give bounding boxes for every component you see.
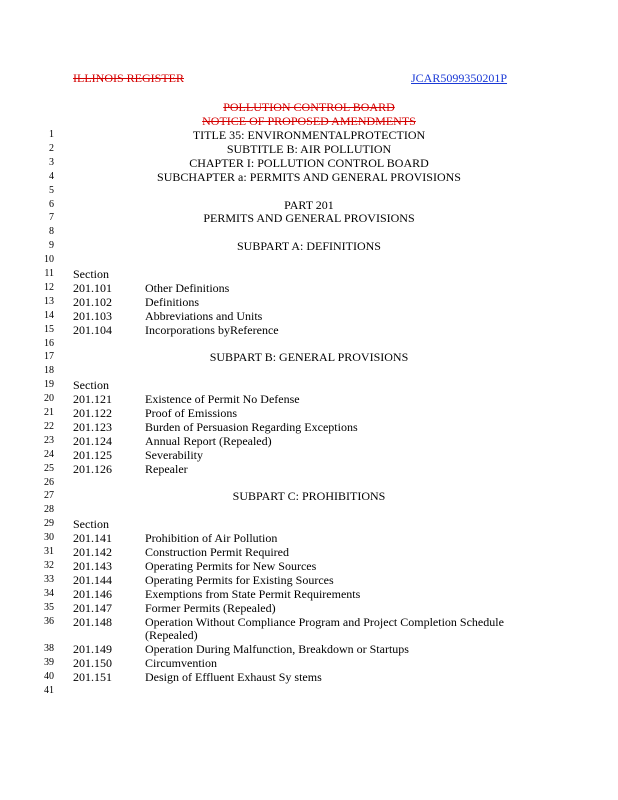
heading-text: SUBPART C: PROHIBITIONS [232, 489, 386, 504]
line-number: 27 [44, 490, 54, 502]
section-title: Construction Permit Required [145, 545, 289, 559]
document-line [0, 350, 618, 364]
line-number: 9 [49, 240, 54, 252]
line-number: 7 [49, 212, 54, 224]
line-number: 21 [44, 407, 54, 418]
section-title: Severability [145, 447, 203, 462]
line-number: 17 [44, 351, 54, 363]
line-number: 2 [49, 142, 54, 154]
section-title: Abbreviations and Units [145, 308, 263, 323]
line-number: 26 [44, 476, 54, 488]
section-number: 201.150 [73, 656, 112, 671]
section-title: Existence of Permit No Defense [145, 392, 300, 407]
section-number: 201.101 [73, 280, 112, 295]
line-number: 16 [44, 337, 54, 349]
line-number: 19 [44, 379, 54, 391]
line-number: 40 [44, 671, 54, 683]
document-line [0, 184, 618, 198]
section-number: 201.126 [73, 461, 112, 476]
line-number: 18 [44, 365, 54, 377]
heading-text: SUBPART A: DEFINITIONS [237, 239, 381, 254]
heading-text: TITLE 35: ENVIRONMENTALPROTECTION [192, 128, 426, 142]
document-line [0, 198, 618, 212]
section-number: 201.144 [73, 572, 112, 587]
line-number: 10 [44, 254, 54, 266]
document-line [0, 587, 618, 601]
line-number: 12 [44, 281, 54, 293]
line-number: 38 [44, 643, 54, 655]
document-line [0, 670, 618, 684]
document-line [0, 142, 618, 156]
line-number: 34 [44, 587, 54, 599]
section-title: Operating Permits for Existing Sources [145, 572, 334, 587]
line-number: 13 [44, 295, 54, 307]
section-title: Annual Report (Repealed) [145, 433, 272, 448]
document-line [0, 364, 618, 378]
document-line [0, 420, 618, 434]
section-number: 201.141 [73, 531, 112, 546]
document-id-link[interactable]: JCAR5099350201P [411, 71, 508, 85]
line-number: 29 [44, 518, 54, 530]
heading-text: CHAPTER I: POLLUTION CONTROL BOARD [189, 155, 429, 170]
document-line [0, 392, 618, 406]
document-line [0, 128, 618, 142]
line-number: 32 [44, 559, 54, 571]
section-number: 201.143 [73, 558, 112, 573]
document-line [0, 656, 618, 670]
section-title: Burden of Persuasion Regarding Exceptions [145, 419, 358, 434]
section-number: 201.142 [73, 545, 112, 559]
heading-text: PART 201 [284, 197, 334, 212]
line-number: 5 [49, 184, 54, 196]
section-title: Operation Without Compliance Program and Project Completion Schedule [145, 614, 504, 629]
section-title: Prohibition of Air Pollution [145, 531, 278, 546]
document-line [0, 281, 618, 295]
line-number: 15 [44, 323, 54, 335]
document-line [0, 545, 618, 559]
section-title: Former Permits (Repealed) [145, 600, 276, 615]
line-number: 8 [49, 226, 54, 238]
line-number: 4 [49, 170, 54, 182]
document-line [0, 267, 618, 281]
line-number: 33 [44, 573, 54, 585]
section-title: Exemptions from State Permit Requirements [145, 586, 361, 601]
line-number: 41 [44, 685, 54, 696]
document-line [0, 378, 618, 392]
line-number: 39 [44, 657, 54, 669]
document-line [0, 448, 618, 462]
document-line [0, 295, 618, 309]
section-number: 201.147 [73, 600, 112, 615]
line-number: 11 [44, 268, 54, 279]
document-line [0, 406, 618, 420]
section-number: Section [73, 517, 109, 532]
document-line [0, 642, 618, 656]
section-number: 201.103 [73, 308, 112, 323]
document-line [0, 531, 618, 545]
section-title: Repealer [145, 461, 188, 476]
line-number: 20 [44, 393, 54, 405]
document-line [0, 211, 618, 225]
document-line [0, 156, 618, 170]
document-line [0, 573, 618, 587]
heading-text: SUBPART B: GENERAL PROVISIONS [209, 350, 409, 365]
line-number: 1 [49, 129, 54, 140]
document-line [0, 476, 618, 490]
section-number: 201.121 [73, 392, 112, 407]
section-title: Operating Permits for New Sources [145, 558, 317, 573]
line-number: 31 [44, 546, 54, 557]
line-number: 3 [49, 156, 54, 168]
document-line [0, 517, 618, 531]
section-title: Other Definitions [145, 280, 230, 295]
document-line [0, 684, 618, 698]
document-line [0, 434, 618, 448]
line-number: 35 [44, 601, 54, 613]
line-number: 24 [44, 448, 54, 460]
line-number: 30 [44, 532, 54, 544]
register-header: ILLINOIS REGISTER [73, 71, 184, 85]
line-number: 22 [44, 420, 54, 432]
section-number: Section [73, 378, 109, 393]
section-title: Design of Effluent Exhaust Sy stems [145, 670, 322, 685]
section-title: Operation During Malfunction, Breakdown or Startups [145, 642, 409, 657]
section-number: Section [73, 267, 109, 281]
section-number: 201.122 [73, 406, 112, 420]
line-number: 14 [44, 309, 54, 321]
heading-text: SUBCHAPTER a: PERMITS AND GENERAL PROVISIONS [157, 169, 461, 184]
document-line [0, 628, 618, 642]
section-number: 201.102 [73, 294, 112, 309]
document-line [0, 503, 618, 517]
section-number: 201.148 [73, 614, 112, 629]
section-title: Definitions [145, 294, 199, 309]
document-line [0, 601, 618, 615]
document-line [0, 615, 618, 629]
document-line [0, 337, 618, 351]
document-line [0, 462, 618, 476]
section-title: (Repealed) [145, 628, 198, 643]
document-line [0, 323, 618, 337]
section-number: 201.104 [73, 322, 112, 337]
heading-text: SUBTITLE B: AIR POLLUTION [226, 141, 392, 156]
line-number: 6 [49, 198, 54, 210]
section-number: 201.149 [73, 642, 112, 657]
document-line [0, 489, 618, 503]
line-number: 36 [44, 615, 54, 627]
heading-text: PERMITS AND GENERAL PROVISIONS [203, 211, 415, 226]
section-number: 201.123 [73, 419, 112, 434]
board-name-struck: POLLUTION CONTROL BOARD [223, 100, 395, 114]
section-title: Proof of Emissions [145, 406, 238, 420]
notice-title-struck: NOTICE OF PROPOSED AMENDMENTS [202, 114, 416, 128]
section-title: Circumvention [145, 656, 217, 671]
line-number: 28 [44, 504, 54, 516]
section-number: 201.151 [73, 670, 112, 685]
document-line [0, 253, 618, 267]
document-line [0, 170, 618, 184]
document-line [0, 225, 618, 239]
document-line [0, 309, 618, 323]
section-number: 201.124 [73, 433, 112, 448]
section-number: 201.125 [73, 447, 112, 462]
document-line [0, 239, 618, 253]
section-title: Incorporations byReference [145, 322, 279, 337]
section-number: 201.146 [73, 586, 112, 601]
line-number: 23 [44, 434, 54, 446]
line-number: 25 [44, 462, 54, 474]
document-line [0, 559, 618, 573]
